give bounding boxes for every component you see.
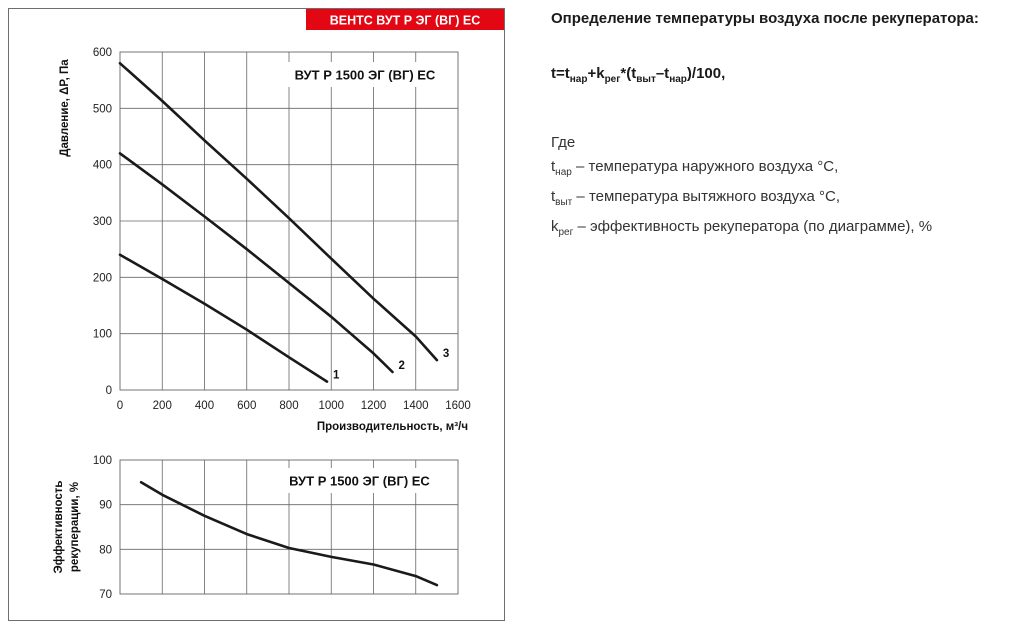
x-tick-label: 200 xyxy=(152,400,172,412)
definition-t-exhaust: $t_{выт}$ – температура вытяжного воздуха °С, xyxy=(551,188,841,208)
y-tick-label: 500 xyxy=(92,103,112,116)
x-tick-label: 600 xyxy=(237,400,257,412)
y-tick-label: 70 xyxy=(99,589,112,601)
definitions-block xyxy=(551,131,1021,245)
y-axis-label: Давление, ΔP, Па xyxy=(59,59,71,157)
y-tick-label: 100 xyxy=(92,455,112,467)
brand-tag: ВЕНТС ВУТ Р ЭГ (ВГ) ЕС xyxy=(329,13,481,28)
where-label: Где xyxy=(551,134,576,151)
y-axis-label: рекуперации, % xyxy=(69,481,81,573)
efficiency-chart xyxy=(53,455,458,601)
y-tick-label: 0 xyxy=(105,385,112,397)
temperature-formula: $t=t_{нар}+k_{рег}*(t_{выт}-t_{нар})/100$, xyxy=(551,65,726,85)
y-axis-label: Эффективность xyxy=(53,480,65,574)
definition-k-recuperator: $k_{рег}$ – эффективность рекуператора (по диаграмме), % xyxy=(551,218,933,238)
y-tick-label: 600 xyxy=(92,47,112,59)
x-tick-label: 0 xyxy=(116,400,124,412)
y-tick-label: 300 xyxy=(92,216,112,228)
x-tick-label: 1000 xyxy=(318,400,345,412)
y-tick-label: 200 xyxy=(92,272,112,285)
y-tick-label: 90 xyxy=(99,499,112,512)
formula-title: Определение температуры воздуха после рекуператора: xyxy=(551,10,979,27)
chart-title: ВУТ Р 1500 ЭГ (ВГ) ЕС xyxy=(294,67,436,83)
y-tick-label: 80 xyxy=(99,544,112,557)
pressure-chart xyxy=(59,47,471,433)
x-tick-label: 1200 xyxy=(360,400,387,412)
x-tick-label: 1600 xyxy=(445,400,471,412)
series-label-1: 1 xyxy=(333,369,340,382)
y-tick-label: 400 xyxy=(92,159,112,172)
series-label-2: 2 xyxy=(398,359,405,372)
series-label-3: 3 xyxy=(442,348,450,361)
formula-panel xyxy=(551,10,1021,245)
y-tick-label: 100 xyxy=(92,328,112,341)
x-tick-label: 1400 xyxy=(402,400,429,412)
chart-title: ВУТ Р 1500 ЭГ (ВГ) ЕС xyxy=(289,473,430,489)
definition-t-outdoor: $t_{нар}$ – температура наружного воздуха °С, xyxy=(551,158,839,178)
x-tick-label: 800 xyxy=(279,400,299,412)
x-axis-label: Производительность, м³/ч xyxy=(316,421,468,433)
x-tick-label: 400 xyxy=(194,400,215,412)
